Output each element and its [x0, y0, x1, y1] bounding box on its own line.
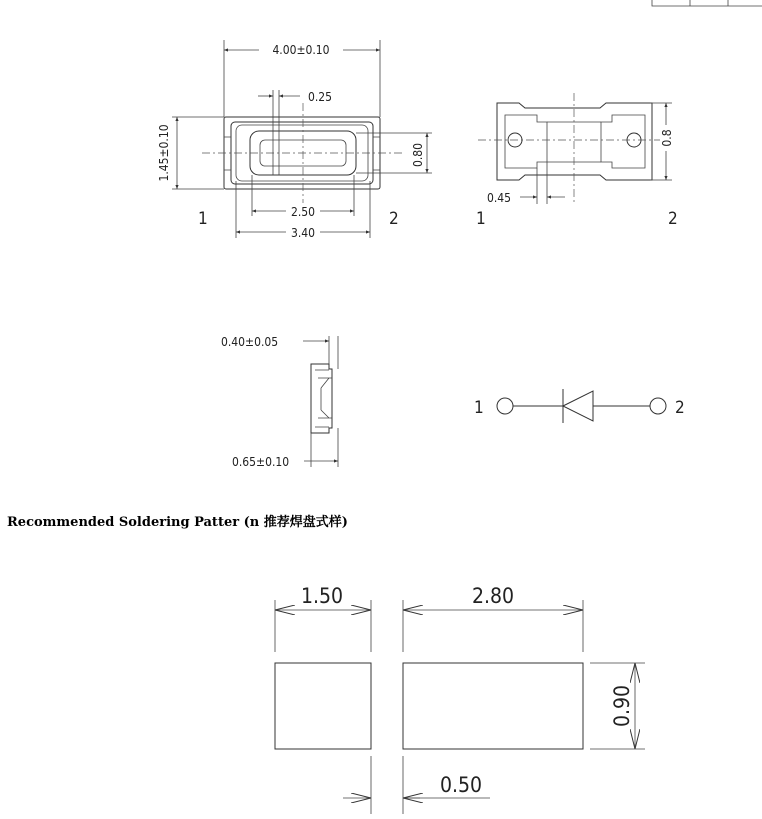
pin-label-1: 1: [198, 209, 208, 229]
dim-height-label: 1.45±0.10: [157, 124, 171, 182]
corner-border: [652, 0, 762, 6]
dim-gap-label: 0.50: [439, 773, 483, 797]
dim-length-label: 4.00±0.10: [272, 43, 330, 57]
dim-window-height-label: 0.80: [411, 142, 425, 168]
soldering-pattern: [275, 584, 645, 814]
schematic-pin-2: 2: [675, 398, 685, 418]
top-view: [157, 40, 432, 240]
schematic-pin-1: 1: [474, 398, 484, 418]
dim-pad1-width-label: 1.50: [300, 584, 344, 608]
bottom-pin-label-1: 1: [476, 209, 486, 229]
dim-body-width-label: 3.40: [290, 226, 316, 240]
bottom-view-outline: [497, 103, 652, 180]
bottom-view: [476, 93, 678, 229]
side-view-outline: [311, 364, 332, 433]
side-view: [221, 335, 338, 469]
dim-pad-height-pattern-label: 0.90: [610, 684, 634, 728]
section-heading: Recommended Soldering Patter (n 推荐焊盘式样): [7, 515, 348, 530]
bottom-pin-label-2: 2: [668, 209, 678, 229]
dim-small-label: 0.25: [308, 90, 333, 104]
dim-side-bottom-label: 0.65±0.10: [232, 455, 290, 469]
diode-schematic: [474, 389, 685, 423]
dim-pad2-width-label: 2.80: [471, 584, 515, 608]
solder-pad-right: [403, 663, 583, 749]
dim-window-width-label: 2.50: [290, 205, 316, 219]
solder-pad-left: [275, 663, 371, 749]
dim-pad-height-label: 0.8: [660, 129, 674, 147]
diode-triangle: [563, 391, 593, 421]
pin-label-2: 2: [389, 209, 399, 229]
dim-pad-gap-label: 0.45: [487, 191, 512, 205]
bottom-view-pads: [505, 115, 645, 168]
dim-side-top-label: 0.40±0.05: [221, 335, 279, 349]
